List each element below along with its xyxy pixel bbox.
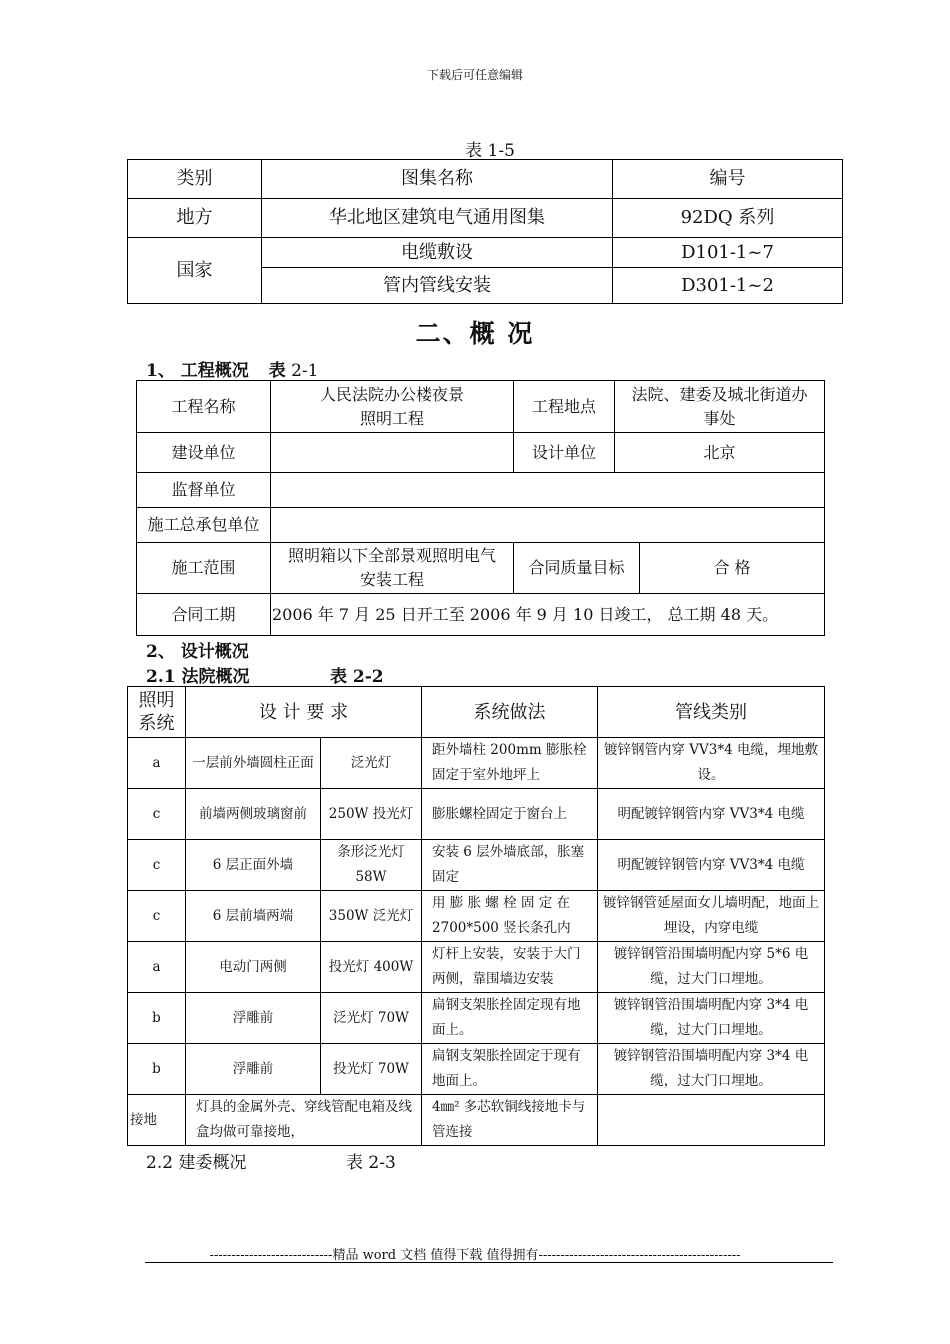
subsection-2-1-label: 2.1 法院概况	[146, 667, 250, 687]
designer-label: 设计单位	[514, 433, 615, 473]
ground-method: 4㎜² 多芯软铜线接地卡与管连接	[422, 1095, 598, 1146]
table-row	[128, 891, 825, 942]
project-name-label: 工程名称	[137, 381, 271, 433]
row-location: 浮雕前	[186, 1044, 321, 1095]
subsection-2-2-table-ref: 表 2-3	[346, 1153, 396, 1173]
header-system-line-1: 照明	[138, 690, 175, 711]
table-row	[128, 840, 825, 891]
row-lamp: 投光灯 70W	[321, 1044, 422, 1095]
row-pipe: 镀锌钢管沿围墙明配内穿 5*6 电缆，过大门口埋地。	[598, 942, 825, 993]
row-method: 膨胀螺栓固定于窗台上	[422, 789, 598, 840]
row-system: b	[128, 993, 186, 1044]
ground-pipe	[598, 1095, 825, 1146]
subsection-1-label: 1、 工程概况	[146, 361, 249, 381]
period-label: 合同工期	[137, 594, 271, 636]
row-lamp: 泛光灯	[321, 738, 422, 789]
row-method: 安装 6 层外墙底部，胀塞固定	[422, 840, 598, 891]
code-conduit: D301-1~2	[613, 268, 843, 304]
row-system: c	[128, 789, 186, 840]
project-name-line-2: 照明工程	[359, 408, 424, 428]
category-local: 地方	[128, 199, 262, 238]
quality-value: 合 格	[640, 543, 825, 594]
builder-value	[271, 433, 514, 473]
row-lamp: 泛光灯 70W	[321, 993, 422, 1044]
header-note: 下载后可任意编辑	[426, 68, 523, 82]
row-lamp: 250W 投光灯	[321, 789, 422, 840]
code-cable: D101-1~7	[613, 238, 843, 268]
table-row	[128, 738, 825, 789]
subsection-1-title	[146, 356, 318, 381]
header-system-method: 系统做法	[422, 687, 598, 738]
row-pipe: 镀锌钢管沿围墙明配内穿 3*4 电缆，过大门口埋地。	[598, 993, 825, 1044]
header-system-line-2: 系统	[138, 713, 175, 734]
header-category: 类别	[128, 160, 262, 199]
scope-line-2: 安装工程	[359, 570, 424, 589]
footer-text: ----------------------------精品 word 文档 值得下载 值得拥有----------------------------------------------	[209, 1248, 741, 1263]
row-method: 灯杆上安装，安装于大门两侧，靠围墙边安装	[422, 942, 598, 993]
row-lamp: 投光灯 400W	[321, 942, 422, 993]
scope-label: 施工范围	[137, 543, 271, 594]
table-row	[128, 942, 825, 993]
court-lighting-rows	[128, 738, 825, 1095]
row-location: 浮雕前	[186, 993, 321, 1044]
contractor-value	[271, 508, 825, 543]
subsection-2-2-label: 2.2 建委概况	[146, 1153, 247, 1173]
row-lamp: 350W 泛光灯	[321, 891, 422, 942]
scope-value	[271, 543, 514, 594]
court-lighting-table	[127, 686, 825, 1146]
subsection-2-2-title	[146, 1148, 396, 1173]
row-system: a	[128, 942, 186, 993]
row-pipe: 镀锌钢管沿围墙明配内穿 3*4 电缆，过大门口埋地。	[598, 1044, 825, 1095]
row-system: b	[128, 1044, 186, 1095]
row-lamp: 条形泛光灯 58W	[321, 840, 422, 891]
row-location: 前墙两侧玻璃窗前	[186, 789, 321, 840]
atlas-table	[127, 159, 843, 304]
row-method: 扁钢支架胀拴固定现有地面上。	[422, 993, 598, 1044]
header-code: 编号	[613, 160, 843, 199]
location-label: 工程地点	[514, 381, 615, 433]
code-local: 92DQ 系列	[613, 199, 843, 238]
header-atlas-name: 图集名称	[262, 160, 613, 199]
row-location: 一层前外墙圆柱正面	[186, 738, 321, 789]
location-value	[615, 381, 825, 433]
category-national: 国家	[128, 238, 262, 304]
header-pipe-type: 管线类别	[598, 687, 825, 738]
subsection-2-1-title	[146, 662, 384, 687]
row-system: a	[128, 738, 186, 789]
footer-divider	[145, 1262, 833, 1263]
row-method: 扁钢支架胀拴固定于现有地面上。	[422, 1044, 598, 1095]
row-method: 距外墙柱 200mm 膨胀栓固定于室外地坪上	[422, 738, 598, 789]
project-overview-table	[136, 380, 825, 636]
row-location: 6 层正面外墙	[186, 840, 321, 891]
row-location: 6 层前墙两端	[186, 891, 321, 942]
row-method: 用 膨 胀 螺 栓 固 定 在 2700*500 竖长条孔内	[422, 891, 598, 942]
row-system: c	[128, 891, 186, 942]
row-location: 电动门两侧	[186, 942, 321, 993]
location-line-2: 事处	[703, 408, 736, 428]
row-pipe: 明配镀锌钢管内穿 VV3*4 电缆	[598, 789, 825, 840]
supervisor-label: 监督单位	[137, 473, 271, 508]
row-pipe: 镀锌钢管延屋面女儿墙明配，地面上埋设，内穿电缆	[598, 891, 825, 942]
scope-line-1: 照明箱以下全部景观照明电气	[287, 546, 496, 565]
project-name-value	[271, 381, 514, 433]
table-row	[128, 789, 825, 840]
subsection-1-table-ref-bold: 表	[268, 361, 286, 381]
subsection-2-1-table-ref: 表 2-2	[330, 667, 384, 687]
row-pipe: 明配镀锌钢管内穿 VV3*4 电缆	[598, 840, 825, 891]
designer-value: 北京	[615, 433, 825, 473]
subsection-1-table-ref: 2-1	[285, 361, 319, 381]
project-name-line-1: 人民法院办公楼夜景	[319, 384, 464, 404]
row-pipe: 镀锌钢管内穿 VV3*4 电缆，埋地敷设。	[598, 738, 825, 789]
row-system: c	[128, 840, 186, 891]
supervisor-value	[271, 473, 825, 508]
section-title: 二、概 况	[415, 319, 535, 348]
atlas-name-cable: 电缆敷设	[262, 238, 613, 268]
atlas-name-local: 华北地区建筑电气通用图集	[262, 199, 613, 238]
ground-system: 接地	[128, 1095, 186, 1146]
contractor-label: 施工总承包单位	[137, 508, 271, 543]
atlas-name-conduit: 管内管线安装	[262, 268, 613, 304]
location-line-1: 法院、建委及城北街道办	[631, 384, 808, 404]
header-design-requirement: 设 计 要 求	[186, 687, 422, 738]
quality-label: 合同质量目标	[514, 543, 640, 594]
ground-requirement: 灯具的金属外壳、穿线管配电箱及线盒均做可靠接地，	[186, 1095, 422, 1146]
builder-label: 建设单位	[137, 433, 271, 473]
subsection-2-title: 2、 设计概况	[146, 642, 249, 662]
table1-caption: 表 1-5	[465, 141, 515, 161]
table-row	[128, 993, 825, 1044]
period-value: 2006 年 7 月 25 日开工至 2006 年 9 月 10 日竣工， 总工期 48 天。	[271, 594, 825, 636]
header-lighting-system	[128, 687, 186, 738]
table-row	[128, 1044, 825, 1095]
